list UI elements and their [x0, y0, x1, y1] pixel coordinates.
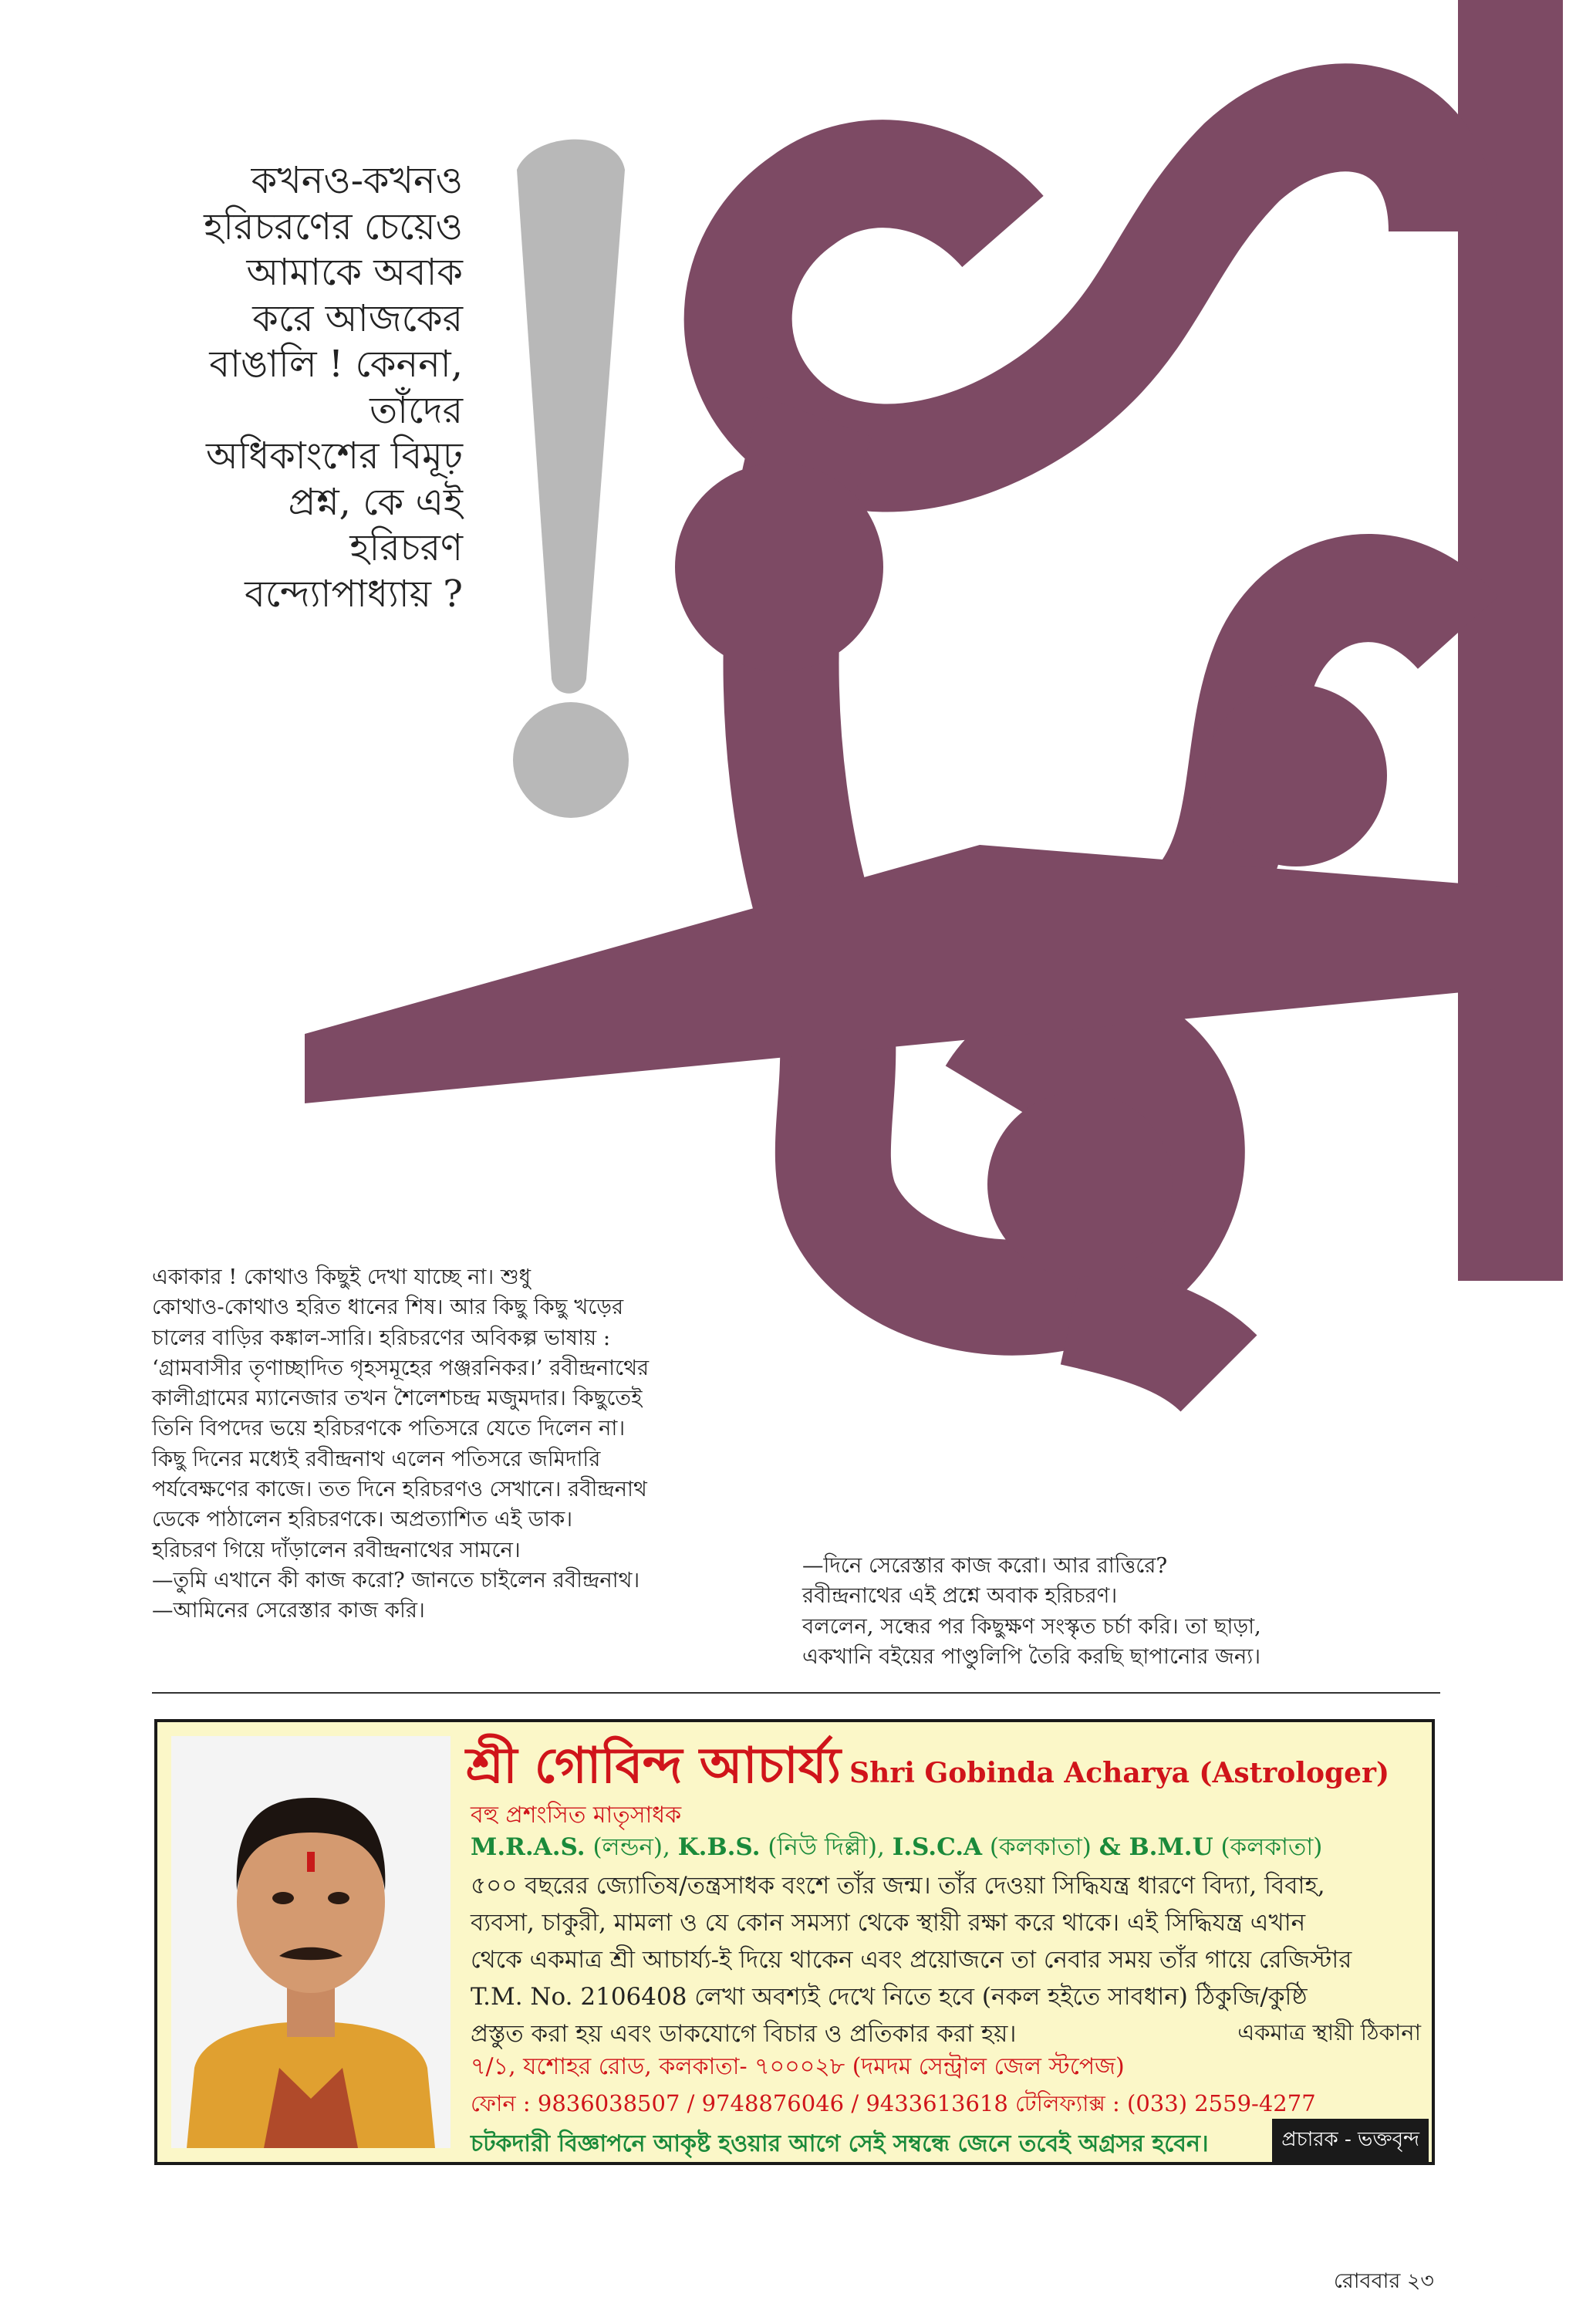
- body-line: —দিনে সেরেস্তার কাজ করো। আর রাত্তিরে?: [802, 1553, 1168, 1578]
- ad-description-line: T.M. No. 2106408 লেখা অবশ্যই দেখে নিতে হবে (নকল হইতে সাবধান) ঠিকুজি/কুষ্ঠি: [471, 1983, 1308, 2011]
- qualification-location: (কলকাতা): [982, 1833, 1099, 1861]
- pull-quote: [139, 158, 463, 617]
- letterform-upper-ball: [1205, 684, 1387, 866]
- body-line: হরিচরণ গিয়ে দাঁড়ালেন রবীন্দ্রনাথের সামনে।: [152, 1537, 521, 1562]
- pull-quote-line: তাঁদের: [370, 388, 463, 432]
- letterform-diagonal-bar: [305, 845, 1510, 1103]
- page-footer: রোববার ২৩: [1333, 2269, 1434, 2293]
- body-line: পর্যবেক্ষণের কাজে। তত দিনে হরিচরণও সেখানে। রবীন্দ্রনাথ: [152, 1477, 647, 1502]
- body-text-right-column: [802, 1551, 1443, 1672]
- pull-quote-line: করে আজকের: [252, 296, 463, 340]
- body-line: বললেন, সন্ধের পর কিছুক্ষণ সংস্কৃত চর্চা করি। তা ছাড়া,: [802, 1613, 1261, 1639]
- qualification: M.R.A.S.: [471, 1833, 586, 1861]
- body-line: কিছু দিনের মধ্যেই রবীন্দ্রনাথ এলেন পতিসরে জমিদারি: [152, 1446, 601, 1471]
- ad-qualifications: [471, 1829, 1322, 1869]
- ad-description-line: প্রস্তুত করা হয় এবং ডাকযোগে বিচার ও প্রতিকার করা হয়।: [471, 2020, 1017, 2048]
- body-line: একাকার ! কোথাও কিছুই দেখা যাচ্ছে না। শুধু: [152, 1265, 532, 1289]
- qualification-location: (লন্ডন),: [585, 1833, 678, 1861]
- exclamation-dot: [513, 702, 629, 818]
- qualification: I.S.C.A: [892, 1833, 983, 1861]
- qualification-location: (নিউ দিল্লী),: [760, 1833, 893, 1861]
- body-line: —আমিনের সেরেস্তার কাজ করি।: [152, 1598, 425, 1623]
- body-line: একখানি বইয়ের পাণ্ডুলিপি তৈরি করছি ছাপানোর জন্য।: [802, 1643, 1261, 1669]
- qualification: & B.M.U: [1098, 1833, 1213, 1861]
- ad-description-line: ৫০০ বছরের জ্যোতিষ/তন্ত্রসাধক বংশে তাঁর জন্ম। তাঁর দেওয়া সিদ্ধিযন্ত্র ধারণে বিদ্যা, বিবাহ,: [471, 1872, 1325, 1900]
- astrologer-photo: [171, 1736, 451, 2148]
- pull-quote-line: প্রশ্ন, কে এই: [288, 480, 463, 524]
- ad-address-tag: একমাত্র স্থায়ী ঠিকানা: [1237, 2019, 1421, 2045]
- body-line: চালের বাড়ির কঙ্কাল-সারি। হরিচরণের অবিকল্প ভাষায় :: [152, 1325, 611, 1350]
- ad-name-bengali: শ্রী গোবিন্দ আচার্য্য: [466, 1737, 842, 1795]
- ad-sponsor-badge: প্রচারক - ভক্তবৃন্দ: [1272, 2119, 1429, 2162]
- section-divider: [152, 1692, 1440, 1694]
- ad-address: ৭/১, যশোহর রোড, কলকাতা- ৭০০০২৮ (দমদম সেন্ট্রাল জেল স্টপেজ): [471, 2053, 1125, 2080]
- pull-quote-line: আমাকে অবাক: [246, 251, 463, 294]
- pull-quote-line: বাঙালি ! কেননা,: [209, 343, 463, 386]
- body-line: ডেকে পাঠালেন হরিচরণকে। অপ্রত্যাশিত এই ডাক।: [152, 1507, 573, 1532]
- qualification: K.B.S.: [677, 1833, 761, 1861]
- body-line: কোথাও-কোথাও হরিত ধানের শিষ। আর কিছু কিছু খড়ের: [152, 1295, 624, 1320]
- body-text-left-column: [152, 1262, 839, 1626]
- ad-description-line: থেকে একমাত্র শ্রী আচার্য্য-ই দিয়ে থাকেন এবং প্রয়োজনে তা নেবার সময় তাঁর গায়ে রেজিস্টার: [471, 1946, 1352, 1974]
- ad-phone: ফোন : 9836038507 / 9748876046 / 9433613618 টেলিফ্যাক্স : (033) 2559-4277: [471, 2090, 1316, 2116]
- ad-subtitle: বহু প্রশংসিত মাতৃসাধক: [471, 1802, 682, 1829]
- ad-warning: চটকদারী বিজ্ঞাপনে আকৃষ্ট হওয়ার আগে সেই সম্বন্ধে জেনে তবেই অগ্রসর হবেন।: [471, 2130, 1209, 2157]
- pull-quote-line: হরিচরণের চেয়েও: [204, 204, 463, 248]
- body-line: কালীগ্রামের ম্যানেজার তখন শৈলেশচন্দ্র মজুমদার। কিছুতেই: [152, 1386, 643, 1411]
- exclamation-stem: [517, 140, 625, 694]
- pull-quote-line: কখনও-কখনও: [251, 159, 463, 202]
- body-line: —তুমি এখানে কী কাজ করো? জানতে চাইলেন রবীন্দ্রনাথ।: [152, 1567, 640, 1593]
- letterform-loop-ball: [675, 463, 883, 671]
- body-line: তিনি বিপদের ভয়ে হরিচরণকে পতিসরে যেতে দিলেন না।: [152, 1416, 626, 1441]
- astrologer-advertisement: [154, 1719, 1435, 2165]
- qualification-location: (কলকাতা): [1213, 1833, 1323, 1861]
- body-line: ‘গ্রামবাসীর তৃণাচ্ছাদিত গৃহসমূহের পঞ্জরনিকর।’ রবীন্দ্রনাথের: [152, 1355, 650, 1380]
- body-line: রবীন্দ্রনাথের এই প্রশ্নে অবাক হরিচরণ।: [802, 1583, 1118, 1609]
- pull-quote-line: অধিকাংশের বিমূঢ়: [206, 434, 463, 478]
- pull-quote-line: বন্দ্যোপাধ্যায় ?: [245, 572, 463, 616]
- ad-description-line: ব্যবসা, চাকুরী, মামলা ও যে কোন সমস্যা থেকে স্থায়ী রক্ষা করে থাকে। এই সিদ্ধিযন্ত্র এখান: [471, 1909, 1306, 1937]
- letterform-lower-ball: [987, 1092, 1173, 1277]
- pull-quote-line: হরিচরণ: [349, 526, 463, 569]
- ad-name-english: Shri Gobinda Acharya (Astrologer): [849, 1757, 1390, 1789]
